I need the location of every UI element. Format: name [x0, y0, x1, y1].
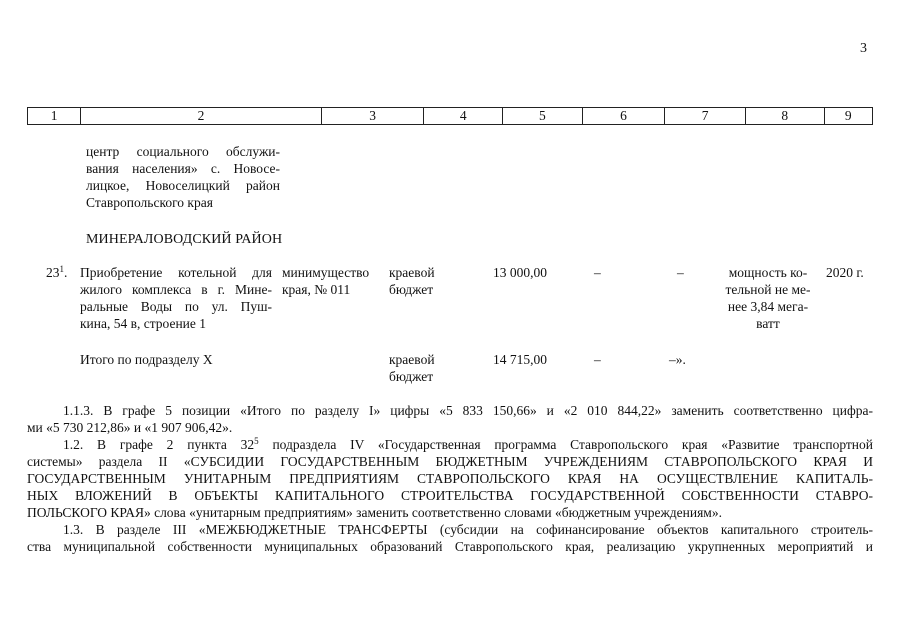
text-line: минимущество	[282, 265, 370, 280]
text-line: бюджет	[389, 369, 434, 384]
column-number: 8	[745, 108, 824, 124]
column-number: 6	[582, 108, 665, 124]
funding-source	[389, 264, 435, 298]
year: 2020 г.	[826, 265, 864, 280]
text-line: вания населения» с. Новосе-	[86, 161, 280, 176]
total-amount: 14 715,00	[493, 352, 547, 367]
text-line: ГОСУДАРСТВЕННЫМ УНИТАРНЫМ ПРЕДПРИЯТИЯМ СТАВРОПОЛЬСКОГО КРАЯ НА ОСУЩЕСТВЛЕНИЕ КАПИТАЛЬ-	[27, 471, 873, 486]
text-line: мощность ко-	[728, 265, 808, 280]
column-number: 1	[50, 108, 58, 123]
column-number-row	[27, 107, 873, 125]
paragraph-1-3	[27, 521, 873, 555]
text-line: лицкое, Новоселицкий район	[86, 178, 280, 193]
column-number: 2	[80, 108, 321, 124]
column-number: 9	[824, 108, 872, 124]
text-line: жилого комплекса в г. Мине-	[80, 282, 272, 297]
capacity-note	[718, 264, 818, 332]
text-line: 1.1.3. В графе 5 позиции «Итого по разделу I» цифры «5 833 150,66» и «2 010 844,22» заменить соответственно цифра-	[63, 403, 873, 418]
column-number: 5	[502, 108, 582, 124]
column-number: 3	[321, 108, 423, 124]
total-label: Итого по подразделу X	[80, 352, 213, 367]
text-line: края, № 011	[282, 282, 351, 297]
text-line: центр социального обслужи-	[86, 144, 280, 159]
amount: 13 000,00	[493, 265, 547, 280]
text-line: нее 3,84 мега-	[727, 299, 809, 314]
paragraph-1-2	[27, 436, 873, 521]
text-line: тельной не ме-	[725, 282, 811, 297]
text-line: ства муниципальной собственности муниципальных образований Ставропольского края, реализацию укрупненных мероприятий и	[27, 539, 873, 554]
text-line: Ставропольского края	[86, 195, 213, 210]
text-line: ми «5 730 212,86» и «1 907 906,42».	[27, 420, 233, 435]
district-heading: МИНЕРАЛОВОДСКИЙ РАЙОН	[86, 232, 283, 247]
text-line: бюджет	[389, 282, 434, 297]
position-number	[46, 264, 67, 281]
column-6-value: –	[594, 265, 601, 280]
text-line: НЫХ ВЛОЖЕНИЙ В ОБЪЕКТЫ КАПИТАЛЬНОГО СТРОИТЕЛЬСТВА ГОСУДАРСТВЕННОЙ СОБСТВЕННОСТИ СТАВРО-	[27, 488, 873, 503]
column-7-value: –	[677, 265, 684, 280]
total-funding-source	[389, 351, 435, 385]
superscript: 5	[254, 436, 259, 446]
text-fragment: 1.2. В графе 2 пункта 32	[63, 437, 255, 452]
total-column-6: –	[594, 352, 601, 367]
column-number: 4	[423, 108, 502, 124]
text-line: кина, 54 в, строение 1	[80, 316, 207, 331]
text-line	[27, 436, 873, 453]
column-number: 7	[664, 108, 745, 124]
paragraph-1-1-3	[27, 402, 873, 436]
text-line: ватт	[756, 316, 780, 331]
text-line: краевой	[389, 265, 435, 280]
position-number-sup: 1	[59, 264, 64, 274]
recipient	[282, 264, 369, 298]
text-line: Приобретение котельной для	[80, 265, 272, 280]
position-number-main: 23	[46, 265, 60, 280]
total-column-7: –».	[669, 352, 686, 367]
object-name	[80, 264, 272, 332]
text-line: краевой	[389, 352, 435, 367]
text-fragment: подраздела IV «Государственная программа Ставропольского края «Развитие транспортной	[258, 437, 873, 452]
position-number-suffix: .	[64, 265, 68, 280]
text-line: ПОЛЬСКОГО КРАЯ» слова «унитарным предприятиям» заменить соответственно словами «бюджетным учреждениям».	[27, 505, 722, 520]
text-line: ральные Воды по ул. Пуш-	[80, 299, 272, 314]
page-number: 3	[860, 41, 867, 56]
text-line: системы» раздела II «СУБСИДИИ ГОСУДАРСТВЕННЫМ БЮДЖЕТНЫМ УЧРЕЖДЕНИЯМ СТАВРОПОЛЬСКОГО КРАЯ И	[27, 454, 873, 469]
text-line: 1.3. В разделе III «МЕЖБЮДЖЕТНЫЕ ТРАНСФЕРТЫ (субсидии на софинансирование объектов капитального строитель-	[63, 522, 873, 537]
continuation-text	[86, 143, 280, 211]
